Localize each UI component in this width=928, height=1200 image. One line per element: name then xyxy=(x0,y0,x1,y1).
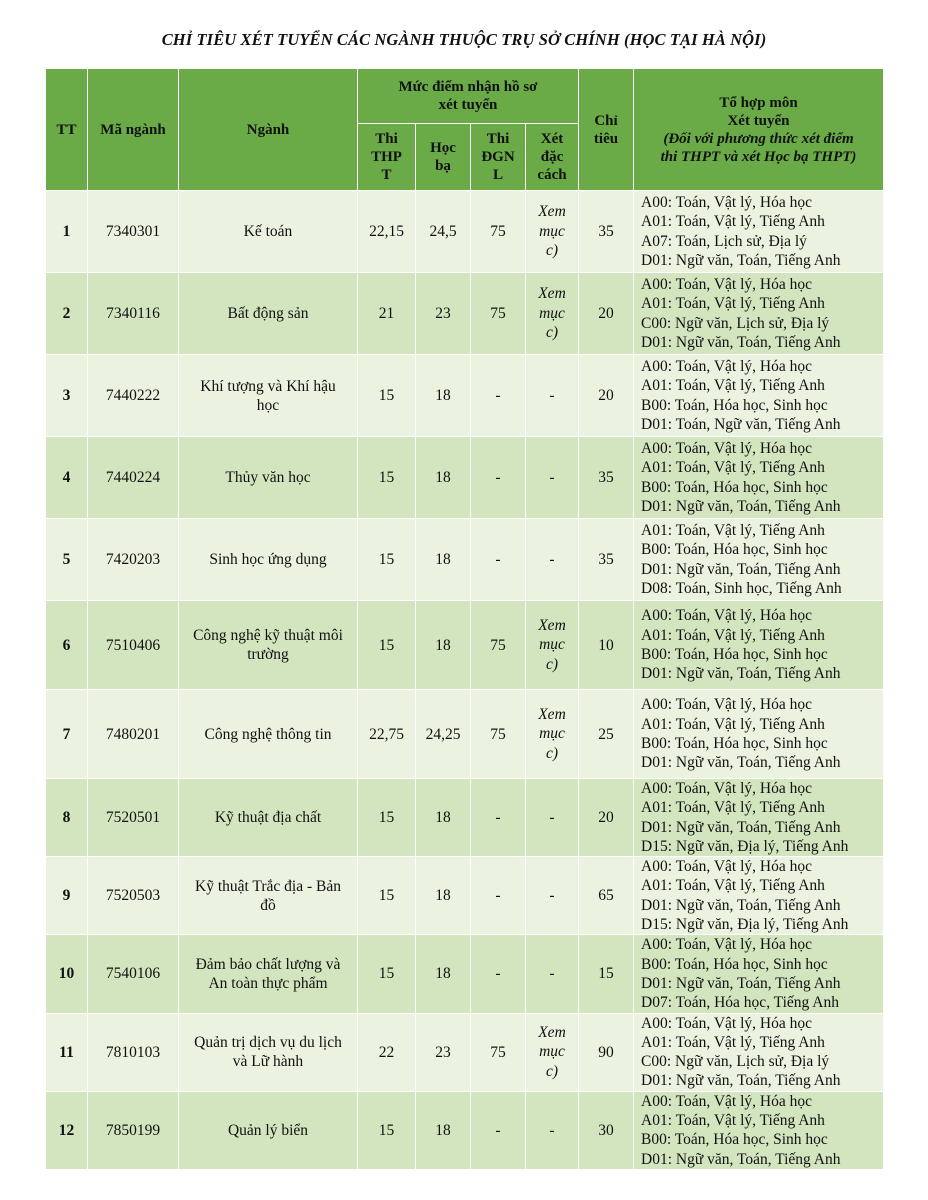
header-to-hop-line-2: Xét tuyển xyxy=(727,112,790,129)
dac-cach-line: c) xyxy=(545,655,559,673)
dac-cach-line: Xem xyxy=(538,285,566,303)
header-muc-diem-line-2: xét tuyển xyxy=(438,97,498,113)
cell-chi-tieu: 35 xyxy=(579,191,634,273)
to-hop-line: D01: Ngữ văn, Toán, Tiếng Anh xyxy=(641,251,841,269)
cell-chi-tieu: 90 xyxy=(579,1013,634,1091)
header-to-hop-line-1: Tổ hợp môn xyxy=(719,94,798,111)
cell-xet-dac-cach xyxy=(526,779,579,857)
cell-ma-nganh: 7520501 xyxy=(88,779,179,857)
dac-cach-line: Xem xyxy=(538,203,566,221)
cell-to-hop xyxy=(634,779,884,857)
header-thi-dgnl-line-3: L xyxy=(492,167,503,183)
header-hoc-ba-line-1: Học xyxy=(430,140,456,156)
header-xet-dac-cach-line-1: Xét xyxy=(540,131,564,147)
cell-hoc-ba: 18 xyxy=(416,355,471,437)
to-hop-line: A00: Toán, Vật lý, Hóa học xyxy=(641,193,812,211)
header-xet-dac-cach-line-2: đặc xyxy=(540,149,564,165)
nganh-line: Công nghệ thông tin xyxy=(204,725,332,743)
table-row xyxy=(46,690,884,779)
dac-cach-line: mục xyxy=(539,725,565,743)
cell-thi-thpt: 15 xyxy=(358,1091,416,1169)
cell-chi-tieu: 20 xyxy=(579,779,634,857)
dac-cach-line: c) xyxy=(545,242,559,260)
to-hop-line: A00: Toán, Vật lý, Hóa học xyxy=(641,780,812,797)
cell-thi-dgnl: 75 xyxy=(471,273,526,355)
cell-thi-dgnl: - xyxy=(471,857,526,935)
cell-xet-dac-cach xyxy=(526,857,579,935)
nganh-line: Khí tượng và Khí hậu xyxy=(200,377,336,395)
dac-cach-line: mục xyxy=(539,304,565,322)
cell-ma-nganh: 7340301 xyxy=(88,191,179,273)
dac-cach-line: mục xyxy=(539,636,565,654)
cell-to-hop xyxy=(634,601,884,690)
to-hop-line: B00: Toán, Hóa học, Sinh học xyxy=(641,735,828,752)
table-row xyxy=(46,355,884,437)
cell-thi-thpt: 22 xyxy=(358,1013,416,1091)
cell-to-hop xyxy=(634,519,884,601)
cell-ma-nganh: 7440224 xyxy=(88,437,179,519)
to-hop-line: A01: Toán, Vật lý, Tiếng Anh xyxy=(641,715,825,733)
cell-chi-tieu: 10 xyxy=(579,601,634,690)
to-hop-line: D01: Ngữ văn, Toán, Tiếng Anh xyxy=(641,333,841,351)
table-body xyxy=(46,191,884,1170)
cell-thi-thpt: 22,15 xyxy=(358,191,416,273)
to-hop-line: A00: Toán, Vật lý, Hóa học xyxy=(641,1014,812,1032)
cell-nganh xyxy=(179,519,358,601)
cell-nganh xyxy=(179,690,358,779)
cell-nganh xyxy=(179,191,358,273)
cell-thi-dgnl: - xyxy=(471,437,526,519)
header-to-hop-line-4: thi THPT và xét Học bạ THPT) xyxy=(660,148,857,165)
cell-thi-thpt: 15 xyxy=(358,857,416,935)
cell-nganh xyxy=(179,273,358,355)
nganh-line: Quản lý biển xyxy=(227,1121,309,1139)
table-row xyxy=(46,1013,884,1091)
header-hoc-ba xyxy=(416,124,471,191)
nganh-line: Kế toán xyxy=(243,223,293,240)
cell-chi-tieu: 65 xyxy=(579,857,634,935)
cell-xet-dac-cach xyxy=(526,519,579,601)
cell-hoc-ba: 24,5 xyxy=(416,191,471,273)
to-hop-line: A07: Toán, Lịch sử, Địa lý xyxy=(641,232,807,250)
cell-thi-dgnl: - xyxy=(471,519,526,601)
to-hop-line: A01: Toán, Vật lý, Tiếng Anh xyxy=(641,295,825,313)
to-hop-line: B00: Toán, Hóa học, Sinh học xyxy=(641,541,828,559)
cell-hoc-ba: 18 xyxy=(416,519,471,601)
cell-thi-thpt: 15 xyxy=(358,437,416,519)
to-hop-line: D15: Ngữ văn, Địa lý, Tiếng Anh xyxy=(641,837,849,855)
to-hop-line: A01: Toán, Vật lý, Tiếng Anh xyxy=(641,877,825,895)
cell-thi-dgnl: - xyxy=(471,779,526,857)
header-chi-tieu xyxy=(579,69,634,191)
nganh-line: Bất động sản xyxy=(227,305,309,322)
nganh-line: học xyxy=(256,396,280,414)
cell-tt: 5 xyxy=(46,519,88,601)
to-hop-line: B00: Toán, Hóa học, Sinh học xyxy=(641,478,828,496)
cell-xet-dac-cach xyxy=(526,1091,579,1169)
cell-xet-dac-cach xyxy=(526,601,579,690)
cell-thi-thpt: 15 xyxy=(358,519,416,601)
header-thi-thpt-line-3: T xyxy=(381,167,392,183)
cell-ma-nganh: 7510406 xyxy=(88,601,179,690)
header-to-hop xyxy=(634,69,884,191)
cell-tt: 10 xyxy=(46,935,88,1013)
to-hop-line: D01: Ngữ văn, Toán, Tiếng Anh xyxy=(641,665,841,683)
dac-cach-line: - xyxy=(549,965,555,983)
table-row xyxy=(46,1091,884,1169)
nganh-line: Kỹ thuật Trắc địa - Bản xyxy=(195,877,341,895)
cell-thi-thpt: 15 xyxy=(358,355,416,437)
table-row xyxy=(46,857,884,935)
cell-thi-dgnl: 75 xyxy=(471,601,526,690)
cell-nganh xyxy=(179,1091,358,1169)
to-hop-line: B00: Toán, Hóa học, Sinh học xyxy=(641,646,828,663)
cell-thi-dgnl: 75 xyxy=(471,690,526,779)
cell-ma-nganh: 7810103 xyxy=(88,1013,179,1091)
to-hop-line: A01: Toán, Vật lý, Tiếng Anh xyxy=(641,213,825,231)
cell-to-hop xyxy=(634,1091,884,1169)
cell-chi-tieu: 15 xyxy=(579,935,634,1013)
dac-cach-line: - xyxy=(549,551,555,568)
dac-cach-line: - xyxy=(549,1121,555,1139)
header-muc-diem-line-1: Mức điểm nhận hồ sơ xyxy=(398,79,538,95)
to-hop-line: A01: Toán, Vật lý, Tiếng Anh xyxy=(641,799,825,817)
to-hop-line: D08: Toán, Sinh học, Tiếng Anh xyxy=(641,579,842,597)
dac-cach-line: - xyxy=(549,387,555,404)
nganh-line: đồ xyxy=(260,896,276,914)
cell-tt: 7 xyxy=(46,690,88,779)
dac-cach-line: mục xyxy=(539,1043,565,1061)
to-hop-line: B00: Toán, Hóa học, Sinh học xyxy=(641,396,828,414)
to-hop-line: D07: Toán, Hóa học, Tiếng Anh xyxy=(641,994,839,1012)
cell-to-hop xyxy=(634,191,884,273)
nganh-line: Đảm bảo chất lượng và xyxy=(195,955,341,973)
cell-to-hop xyxy=(634,355,884,437)
table-row xyxy=(46,519,884,601)
nganh-line: Công nghệ kỹ thuật môi xyxy=(193,627,343,644)
page-title: CHỈ TIÊU XÉT TUYỂN CÁC NGÀNH THUỘC TRỤ SỞ CHÍNH (HỌC TẠI HÀ NỘI) xyxy=(161,30,767,49)
dac-cach-line: Xem xyxy=(538,1023,566,1041)
cell-tt: 8 xyxy=(46,779,88,857)
to-hop-line: A00: Toán, Vật lý, Hóa học xyxy=(641,357,812,375)
cell-thi-dgnl: 75 xyxy=(471,191,526,273)
table-row xyxy=(46,935,884,1013)
to-hop-line: B00: Toán, Hóa học, Sinh học xyxy=(641,955,828,973)
cell-thi-thpt: 15 xyxy=(358,935,416,1013)
header-xet-dac-cach xyxy=(526,124,579,191)
cell-to-hop xyxy=(634,273,884,355)
cell-ma-nganh: 7520503 xyxy=(88,857,179,935)
cell-tt: 11 xyxy=(46,1013,88,1091)
header-xet-dac-cach-line-3: cách xyxy=(537,167,567,183)
cell-ma-nganh: 7540106 xyxy=(88,935,179,1013)
cell-hoc-ba: 18 xyxy=(416,437,471,519)
to-hop-line: A00: Toán, Vật lý, Hóa học xyxy=(641,607,812,625)
cell-to-hop xyxy=(634,935,884,1013)
cell-thi-dgnl: 75 xyxy=(471,1013,526,1091)
header-chi-tieu-line-2: tiêu xyxy=(593,130,619,147)
cell-ma-nganh: 7340116 xyxy=(88,273,179,355)
to-hop-line: D01: Ngữ văn, Toán, Tiếng Anh xyxy=(641,1072,841,1090)
table-row xyxy=(46,437,884,519)
cell-tt: 2 xyxy=(46,273,88,355)
cell-xet-dac-cach xyxy=(526,1013,579,1091)
header-muc-diem xyxy=(358,69,579,124)
cell-xet-dac-cach xyxy=(526,191,579,273)
cell-hoc-ba: 23 xyxy=(416,1013,471,1091)
cell-xet-dac-cach xyxy=(526,690,579,779)
cell-ma-nganh: 7440222 xyxy=(88,355,179,437)
cell-thi-dgnl: - xyxy=(471,355,526,437)
to-hop-line: A00: Toán, Vật lý, Hóa học xyxy=(641,936,812,954)
nganh-line: Thủy văn học xyxy=(225,469,311,486)
cell-hoc-ba: 18 xyxy=(416,779,471,857)
cell-xet-dac-cach xyxy=(526,355,579,437)
cell-chi-tieu: 20 xyxy=(579,273,634,355)
dac-cach-line: - xyxy=(549,469,555,486)
cell-nganh xyxy=(179,779,358,857)
cell-xet-dac-cach xyxy=(526,273,579,355)
table-row xyxy=(46,779,884,857)
cell-chi-tieu: 35 xyxy=(579,519,634,601)
header-thi-thpt xyxy=(358,124,416,191)
nganh-line: và Lữ hành xyxy=(232,1053,304,1071)
to-hop-line: A01: Toán, Vật lý, Tiếng Anh xyxy=(641,1033,825,1051)
dac-cach-line: mục xyxy=(539,222,565,240)
cell-hoc-ba: 24,25 xyxy=(416,690,471,779)
cell-tt: 1 xyxy=(46,191,88,273)
cell-hoc-ba: 23 xyxy=(416,273,471,355)
dac-cach-line: - xyxy=(549,887,555,905)
to-hop-line: D01: Toán, Ngữ văn, Tiếng Anh xyxy=(641,415,841,433)
dac-cach-line: - xyxy=(549,809,555,827)
cell-tt: 3 xyxy=(46,355,88,437)
cell-hoc-ba: 18 xyxy=(416,601,471,690)
cell-tt: 12 xyxy=(46,1091,88,1169)
header-thi-dgnl xyxy=(471,124,526,191)
nganh-line: Kỹ thuật địa chất xyxy=(214,809,322,827)
cell-nganh xyxy=(179,355,358,437)
cell-tt: 9 xyxy=(46,857,88,935)
dac-cach-line: Xem xyxy=(538,616,566,634)
to-hop-line: A00: Toán, Vật lý, Hóa học xyxy=(641,439,812,457)
cell-chi-tieu: 35 xyxy=(579,437,634,519)
cell-ma-nganh: 7420203 xyxy=(88,519,179,601)
cell-to-hop xyxy=(634,690,884,779)
to-hop-line: D15: Ngữ văn, Địa lý, Tiếng Anh xyxy=(641,916,849,934)
header-to-hop-line-3: (Đối với phương thức xét điểm xyxy=(663,130,854,147)
header-nganh: Ngành xyxy=(179,69,358,191)
table-row xyxy=(46,191,884,273)
cell-to-hop xyxy=(634,437,884,519)
cell-thi-thpt: 15 xyxy=(358,779,416,857)
to-hop-line: A00: Toán, Vật lý, Hóa học xyxy=(641,1092,812,1110)
cell-hoc-ba: 18 xyxy=(416,935,471,1013)
to-hop-line: A01: Toán, Vật lý, Tiếng Anh xyxy=(641,377,825,395)
to-hop-line: A00: Toán, Vật lý, Hóa học xyxy=(641,275,812,293)
to-hop-line: A01: Toán, Vật lý, Tiếng Anh xyxy=(641,521,825,539)
to-hop-line: C00: Ngữ văn, Lịch sử, Địa lý xyxy=(641,314,830,332)
to-hop-line: D01: Ngữ văn, Toán, Tiếng Anh xyxy=(641,818,841,836)
cell-thi-thpt: 21 xyxy=(358,273,416,355)
header-thi-dgnl-line-1: Thi xyxy=(486,131,510,147)
cell-thi-dgnl: - xyxy=(471,1091,526,1169)
dac-cach-line: c) xyxy=(545,324,559,342)
nganh-line: trường xyxy=(247,646,289,663)
cell-ma-nganh: 7480201 xyxy=(88,690,179,779)
to-hop-line: A01: Toán, Vật lý, Tiếng Anh xyxy=(641,626,825,644)
table-row xyxy=(46,273,884,355)
cell-chi-tieu: 25 xyxy=(579,690,634,779)
cell-xet-dac-cach xyxy=(526,935,579,1013)
cell-ma-nganh: 7850199 xyxy=(88,1091,179,1169)
to-hop-line: A01: Toán, Vật lý, Tiếng Anh xyxy=(641,1112,825,1130)
header-tt: TT xyxy=(46,69,88,191)
cell-tt: 4 xyxy=(46,437,88,519)
cell-to-hop xyxy=(634,857,884,935)
to-hop-line: C00: Ngữ văn, Lịch sử, Địa lý xyxy=(641,1053,830,1071)
to-hop-line: D01: Ngữ văn, Toán, Tiếng Anh xyxy=(641,1150,841,1168)
header-ma-nganh: Mã ngành xyxy=(88,69,179,191)
cell-xet-dac-cach xyxy=(526,437,579,519)
cell-nganh xyxy=(179,601,358,690)
cell-nganh xyxy=(179,935,358,1013)
header-thi-dgnl-line-2: ĐGN xyxy=(481,149,515,165)
to-hop-line: A01: Toán, Vật lý, Tiếng Anh xyxy=(641,459,825,477)
header-thi-thpt-line-2: THP xyxy=(371,149,402,165)
cell-hoc-ba: 18 xyxy=(416,1091,471,1169)
cell-nganh xyxy=(179,437,358,519)
to-hop-line: D01: Ngữ văn, Toán, Tiếng Anh xyxy=(641,974,841,992)
cell-nganh xyxy=(179,1013,358,1091)
to-hop-line: D01: Ngữ văn, Toán, Tiếng Anh xyxy=(641,754,841,772)
cell-tt: 6 xyxy=(46,601,88,690)
header-chi-tieu-line-1: Chỉ xyxy=(594,112,618,129)
to-hop-line: D01: Ngữ văn, Toán, Tiếng Anh xyxy=(641,896,841,914)
dac-cach-line: c) xyxy=(545,744,559,762)
dac-cach-line: c) xyxy=(545,1062,559,1080)
table-row xyxy=(46,601,884,690)
to-hop-line: A00: Toán, Vật lý, Hóa học xyxy=(641,696,812,714)
header-thi-thpt-line-1: Thi xyxy=(375,131,398,147)
to-hop-line: D01: Ngữ văn, Toán, Tiếng Anh xyxy=(641,497,841,515)
cell-chi-tieu: 30 xyxy=(579,1091,634,1169)
header-hoc-ba-line-2: bạ xyxy=(435,158,451,174)
cell-hoc-ba: 18 xyxy=(416,857,471,935)
nganh-line: Quản trị dịch vụ du lịch xyxy=(194,1034,342,1052)
cell-thi-thpt: 15 xyxy=(358,601,416,690)
nganh-line: An toàn thực phẩm xyxy=(208,974,328,992)
table-header xyxy=(46,69,884,191)
admission-table xyxy=(45,68,884,1170)
to-hop-line: D01: Ngữ văn, Toán, Tiếng Anh xyxy=(641,560,841,578)
to-hop-line: B00: Toán, Hóa học, Sinh học xyxy=(641,1131,828,1149)
cell-thi-thpt: 22,75 xyxy=(358,690,416,779)
cell-thi-dgnl: - xyxy=(471,935,526,1013)
cell-chi-tieu: 20 xyxy=(579,355,634,437)
nganh-line: Sinh học ứng dụng xyxy=(209,551,327,568)
cell-nganh xyxy=(179,857,358,935)
to-hop-line: A00: Toán, Vật lý, Hóa học xyxy=(641,858,812,876)
cell-to-hop xyxy=(634,1013,884,1091)
dac-cach-line: Xem xyxy=(538,705,566,723)
